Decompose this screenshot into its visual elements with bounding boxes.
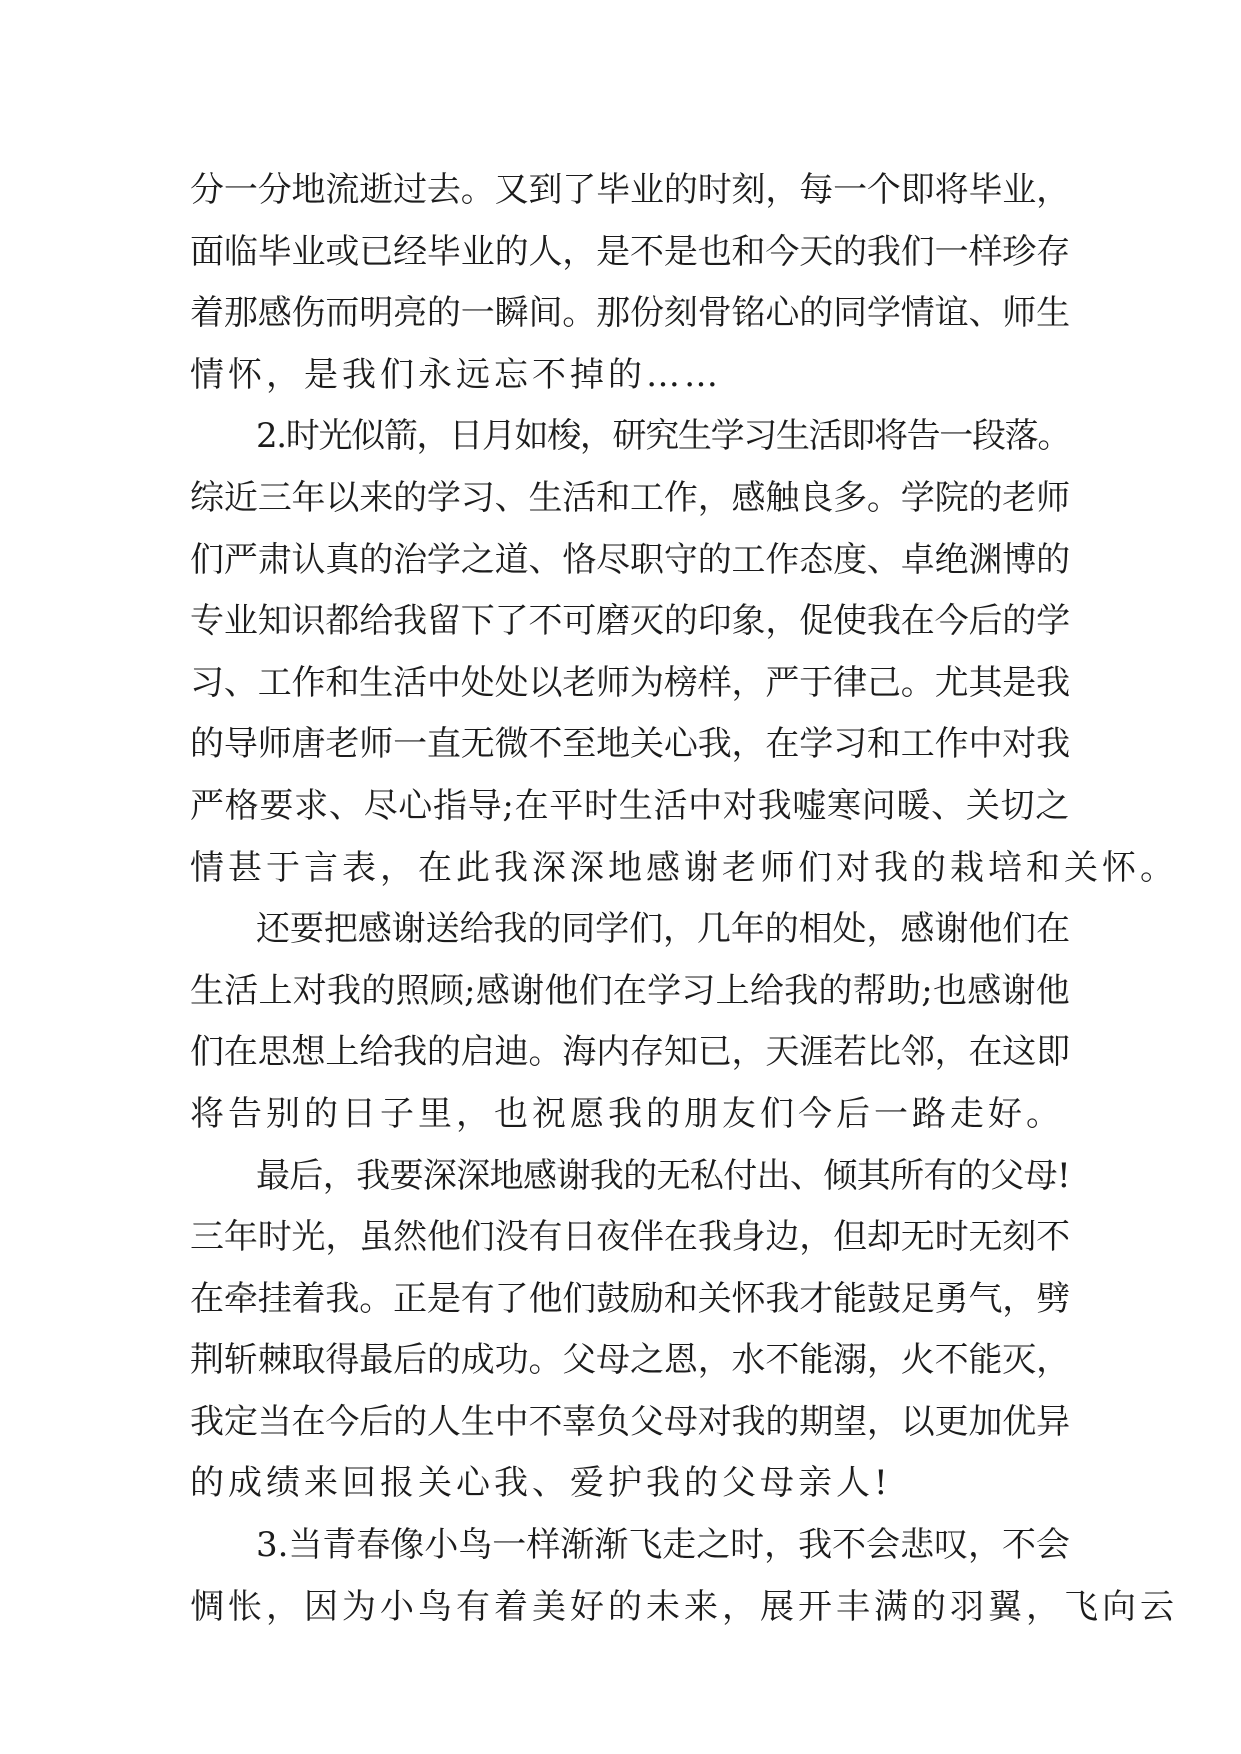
text-line: 综近三年以来的学习、生活和工作，感触良多。学院的老师 bbox=[190, 477, 1071, 518]
text-line: 情甚于言表，在此我深深地感谢老师们对我的栽培和关怀。 bbox=[190, 847, 1178, 888]
paragraph-first-line: 2.时光似箭，日月如梭，研究生学习生活即将告一段落。 bbox=[256, 416, 1070, 457]
text-line: 着那感伤而明亮的一瞬间。那份刻骨铭心的同学情谊、师生 bbox=[190, 293, 1071, 334]
text-line: 专业知识都给我留下了不可磨灭的印象，促使我在今后的学 bbox=[190, 601, 1070, 642]
text-line: 的成绩来回报关心我、爱护我的父母亲人! bbox=[190, 1463, 892, 1504]
text-line: 荆斩棘取得最后的成功。父母之恩，水不能溺，火不能灭， bbox=[190, 1340, 1071, 1381]
text-line: 们严肃认真的治学之道、恪尽职守的工作态度、卓绝渊博的 bbox=[190, 539, 1070, 580]
paragraph-first-line: 还要把感谢送给我的同学们，几年的相处，感谢他们在 bbox=[256, 909, 1071, 950]
text-line: 在牵挂着我。正是有了他们鼓励和关怀我才能鼓足勇气，劈 bbox=[190, 1278, 1070, 1319]
text-line: 严格要求、尽心指导;在平时生活中对我嘘寒问暖、关切之 bbox=[190, 785, 1070, 826]
text-line: 将告别的日子里，也祝愿我的朋友们今后一路走好。 bbox=[190, 1093, 1064, 1134]
text-line: 面临毕业或已经毕业的人，是不是也和今天的我们一样珍存 bbox=[190, 231, 1070, 272]
body-text bbox=[190, 160, 1178, 1638]
text-line: 习、工作和生活中处处以老师为榜样，严于律己。尤其是我 bbox=[190, 662, 1071, 703]
text-line: 们在思想上给我的启迪。海内存知已，天涯若比邻，在这即 bbox=[190, 1032, 1070, 1073]
text-line: 生活上对我的照顾;感谢他们在学习上给我的帮助;也感谢他 bbox=[190, 970, 1070, 1011]
text-line: 的导师唐老师一直无微不至地关心我，在学习和工作中对我 bbox=[190, 724, 1070, 765]
text-line: 分一分地流逝过去。又到了毕业的时刻，每一个即将毕业， bbox=[190, 170, 1070, 210]
text-line: 情怀，是我们永远忘不掉的…… bbox=[190, 354, 722, 395]
paragraph-first-line: 3.当青春像小鸟一样渐渐飞走之时，我不会悲叹，不会 bbox=[256, 1525, 1071, 1566]
text-line: 三年时光，虽然他们没有日夜伴在我身边，但却无时无刻不 bbox=[190, 1217, 1070, 1258]
paragraph-first-line: 最后，我要深深地感谢我的无私付出、倾其所有的父母! bbox=[256, 1155, 1070, 1196]
text-line: 我定当在今后的人生中不辜负父母对我的期望，以更加优异 bbox=[190, 1401, 1070, 1442]
text-line: 惆怅，因为小鸟有着美好的未来，展开丰满的羽翼，飞向云 bbox=[190, 1586, 1178, 1627]
